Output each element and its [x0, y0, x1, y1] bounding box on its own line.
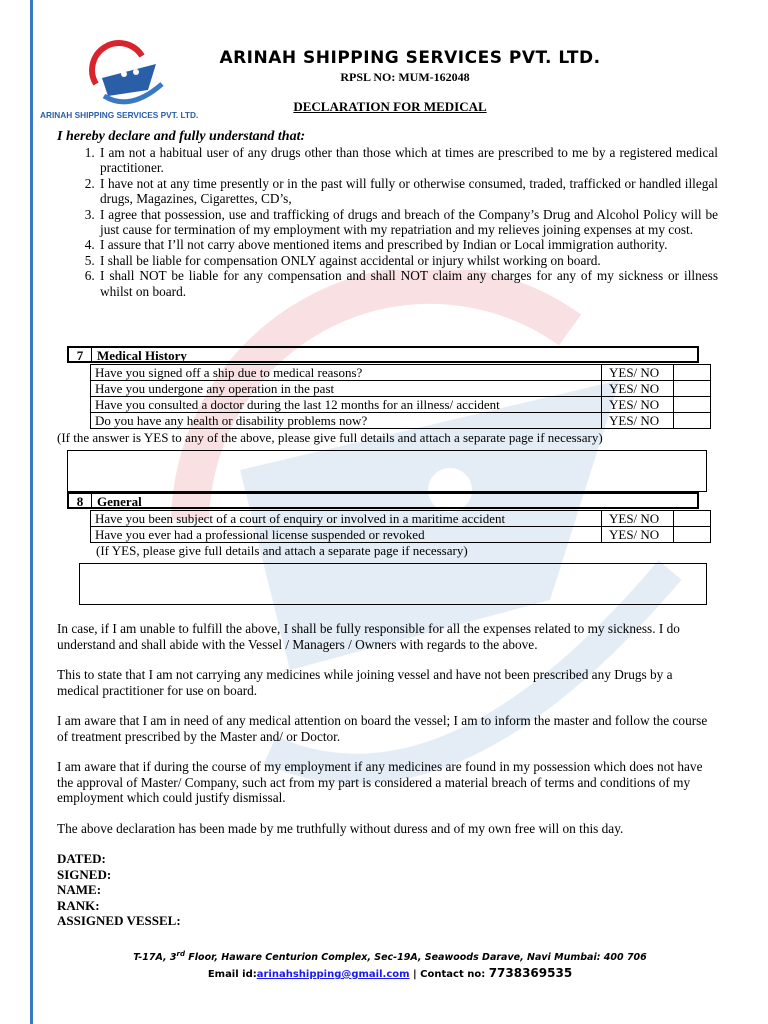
- declaration-item: 3. I agree that possession, use and trafficking of drugs and breach of the Company’s Drug and Alcohol Policy will be just cause for termination of my employment with my repatriation and my relieves joining expenses at my cost.: [98, 207, 718, 238]
- answer-cell[interactable]: [674, 527, 711, 543]
- section-title: Medical History: [97, 348, 187, 363]
- declaration-list: [72, 145, 718, 299]
- yes-no-option[interactable]: YES/ NO: [602, 527, 674, 543]
- answer-cell[interactable]: [674, 381, 711, 397]
- declaration-item: 4. I assure that I’ll not carry above mentioned items and prescribed by Indian or Local immigration authority.: [98, 237, 718, 252]
- question-text: Have you undergone any operation in the past: [91, 381, 602, 397]
- email-label: Email id:: [207, 969, 257, 980]
- medical-history-table: [90, 364, 711, 429]
- contact-label: | Contact no:: [409, 969, 489, 980]
- table-row: [91, 397, 711, 413]
- yes-no-option[interactable]: YES/ NO: [602, 365, 674, 381]
- table-row: [91, 413, 711, 429]
- address-part: T-17A, 3: [133, 952, 177, 964]
- signed-label: SIGNED:: [57, 866, 112, 882]
- company-name: ARINAH SHIPPING SERVICES PVT. LTD.: [219, 48, 601, 68]
- declaration-item: 1. I am not a habitual user of any drugs other than those which at times are prescribed to me by a registered medical practitioner.: [98, 145, 718, 176]
- question-text: Have you ever had a professional license suspended or revoked: [91, 527, 602, 543]
- question-text: Have you consulted a doctor during the last 12 months for an illness/ accident: [91, 397, 602, 413]
- question-text: Do you have any health or disability problems now?: [91, 413, 602, 429]
- document-title: DECLARATION FOR MEDICAL: [293, 99, 487, 114]
- dated-label: DATED:: [57, 851, 106, 866]
- question-text: Have you signed off a ship due to medical reasons?: [91, 365, 602, 381]
- rpsl-number: RPSL NO: MUM-162048: [340, 70, 470, 84]
- section-title: General: [97, 494, 142, 509]
- left-margin-rule: [30, 0, 33, 1024]
- table-row: [91, 527, 711, 543]
- question-text: Have you been subject of a court of enquiry or involved in a maritime accident: [91, 511, 602, 527]
- email-link[interactable]: arinahshipping@gmail.com: [256, 969, 410, 980]
- name-label: NAME:: [57, 882, 102, 897]
- table-row: [91, 381, 711, 397]
- answer-cell[interactable]: [674, 511, 711, 527]
- address-part: Floor, Haware Centurion Complex, Sec-19A, Seawoods Darave, Navi Mumbai: 400 706: [184, 952, 647, 964]
- answer-cell[interactable]: [674, 413, 711, 429]
- medical-details-box[interactable]: [67, 450, 707, 492]
- declaration-item: 5. I shall be liable for compensation ONLY against accidental or injury whilst working on board.: [98, 253, 718, 268]
- signature-fields: [57, 851, 181, 929]
- declaration-intro: I hereby declare and fully understand that:: [57, 129, 306, 144]
- footer-address: [60, 950, 720, 963]
- paragraph-medical-attention: I am aware that I am in need of any medical attention on board the vessel; I am to inform the master and follow the course of treatment prescribed by the Master and/ or Doctor.: [57, 713, 708, 744]
- yes-no-option[interactable]: YES/ NO: [602, 413, 674, 429]
- table-row: [91, 365, 711, 381]
- yes-no-option[interactable]: YES/ NO: [602, 381, 674, 397]
- general-header: [67, 492, 699, 509]
- yes-no-option[interactable]: YES/ NO: [602, 397, 674, 413]
- section-number: 7: [69, 348, 92, 361]
- paragraph-expenses: In case, if I am unable to fulfill the above, I shall be fully responsible for all the expenses related to my sickness. I do understand and shall abide with the Vessel / Managers / Owners with regards to the above.: [57, 621, 680, 652]
- answer-cell[interactable]: [674, 365, 711, 381]
- medical-history-header: [67, 346, 699, 363]
- assigned-vessel-label: ASSIGNED VESSEL:: [57, 913, 181, 928]
- answer-cell[interactable]: [674, 397, 711, 413]
- declaration-item: 2. I have not at any time presently or in the past will fully or otherwise consumed, traded, trafficked or handled illegal drugs, Magazines, Cigarettes, CD’s,: [98, 176, 718, 207]
- general-table: [90, 510, 711, 543]
- general-note: (If YES, please give full details and attach a separate page if necessary): [96, 543, 468, 558]
- phone-number: 7738369535: [488, 966, 573, 980]
- logo-caption: ARINAH SHIPPING SERVICES PVT. LTD.: [40, 110, 199, 120]
- paragraph-truthful: The above declaration has been made by me truthfully without duress and of my own free will on this day.: [57, 821, 624, 836]
- medical-history-note: (If the answer is YES to any of the above, please give full details and attach a separate page if necessary): [57, 430, 603, 445]
- general-details-box[interactable]: [79, 563, 707, 605]
- footer-contact: [60, 966, 720, 980]
- paragraph-dismissal: I am aware that if during the course of my employment if any medicines are found in my possession which does not have the approval of Master/ Company, such act from my part is considered a material breach of terms and conditions of my employment which could justify dismissal.: [57, 759, 703, 805]
- rank-label: RANK:: [57, 897, 100, 913]
- section-number: 8: [69, 494, 92, 507]
- table-row: [91, 511, 711, 527]
- address-superscript: rd: [176, 950, 185, 958]
- paragraph-no-medicines: This to state that I am not carrying any medicines while joining vessel and have not been prescribed any Drugs by a medical practitioner for use on board.: [57, 667, 673, 698]
- declaration-item: 6. I shall NOT be liable for any compensation and shall NOT claim any charges for any of my sickness or illness whilst on board.: [98, 268, 718, 299]
- yes-no-option[interactable]: YES/ NO: [602, 511, 674, 527]
